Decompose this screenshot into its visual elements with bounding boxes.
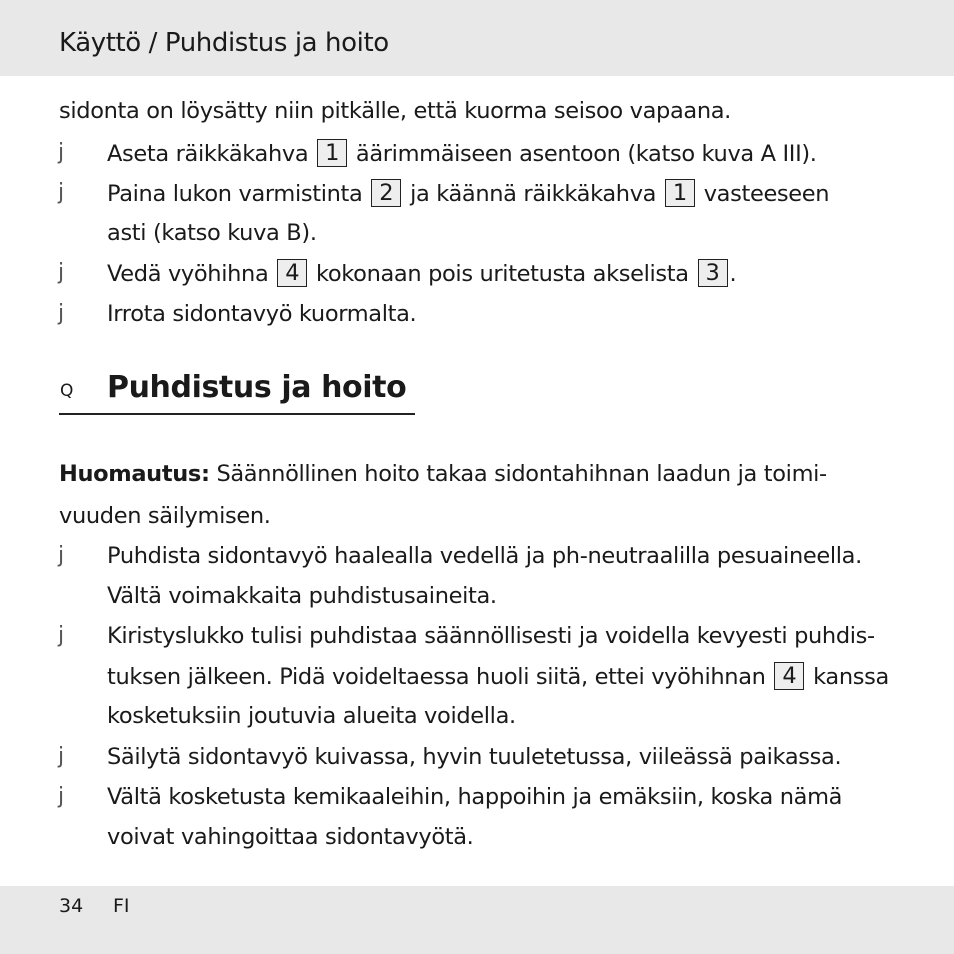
note-line-2: vuuden säilymisen. [59,503,271,529]
bullet-icon: j [58,260,65,285]
bullet-icon: j [58,784,65,809]
bullet-icon: j [58,623,65,648]
step-2-line-2: asti (katso kuva B). [107,220,317,246]
part-number-box: 4 [774,662,804,690]
section-underline [59,413,415,415]
part-number-box: 2 [371,179,401,207]
note-label: Huomautus: [59,461,210,487]
step-2-text-end: vasteeseen [703,181,830,207]
part-number-box: 1 [317,139,347,167]
intro-line: sidonta on löysätty niin pitkälle, että kuorma seisoo vapaana. [59,98,731,124]
step-3 [107,260,736,288]
bullet-icon: j [58,140,65,165]
care-item-2-line-2 [107,663,889,691]
step-1-text: Aseta räikkäkahva [107,141,309,167]
note-line-1 [59,461,827,487]
bullet-icon: j [58,744,65,769]
care-item-4-line-1: Vältä kosketusta kemikaaleihin, happoihin ja emäksiin, koska nämä [107,784,843,810]
care-item-2-text-end: kanssa [813,664,889,690]
care-item-1-line-2: Vältä voimakkaita puhdistusaineita. [107,583,497,609]
step-3-text: Vedä vyöhihna [107,261,269,287]
step-4: Irrota sidontavyö kuormalta. [107,301,417,327]
care-item-2-line-1: Kiristyslukko tulisi puhdistaa säännöllisesti ja voidella kevyesti puhdis- [107,623,875,649]
care-item-2-line-3: kosketuksiin joutuvia alueita voidella. [107,703,516,729]
bullet-icon: j [58,543,65,568]
care-item-3-line-1: Säilytä sidontavyö kuivassa, hyvin tuuletetussa, viileässä paikassa. [107,744,842,770]
step-2 [107,180,829,208]
part-number-box: 1 [665,179,695,207]
step-2-text: Paina lukon varmistinta [107,181,363,207]
step-3-text-end: . [729,261,737,287]
step-1 [107,140,817,168]
page-footer [0,886,954,954]
care-item-2-text: tuksen jälkeen. Pidä voideltaessa huoli siitä, ettei vyöhihnan [107,664,766,690]
step-2-text-mid: ja käännä räikkäkahva [410,181,657,207]
bullet-icon: j [58,301,65,326]
step-1-text-end: äärimmäiseen asentoon (katso kuva A III). [355,141,817,167]
language-code: FI [113,895,130,917]
part-number-box: 4 [277,259,307,287]
page-header-title: Käyttö / Puhdistus ja hoito [59,28,389,58]
part-number-box: 3 [698,259,728,287]
care-item-1-line-1: Puhdista sidontavyö haalealla vedellä ja ph-neutraalilla pesuaineella. [107,543,862,569]
bullet-icon: j [58,180,65,205]
section-marker: Q [60,381,74,401]
section-title: Puhdistus ja hoito [107,370,407,405]
page-number: 34 [59,895,84,917]
note-text: Säännöllinen hoito takaa sidontahihnan laadun ja toimi- [216,461,827,487]
care-item-4-line-2: voivat vahingoittaa sidontavyötä. [107,824,474,850]
step-3-text-mid: kokonaan pois uritetusta akselista [315,261,689,287]
